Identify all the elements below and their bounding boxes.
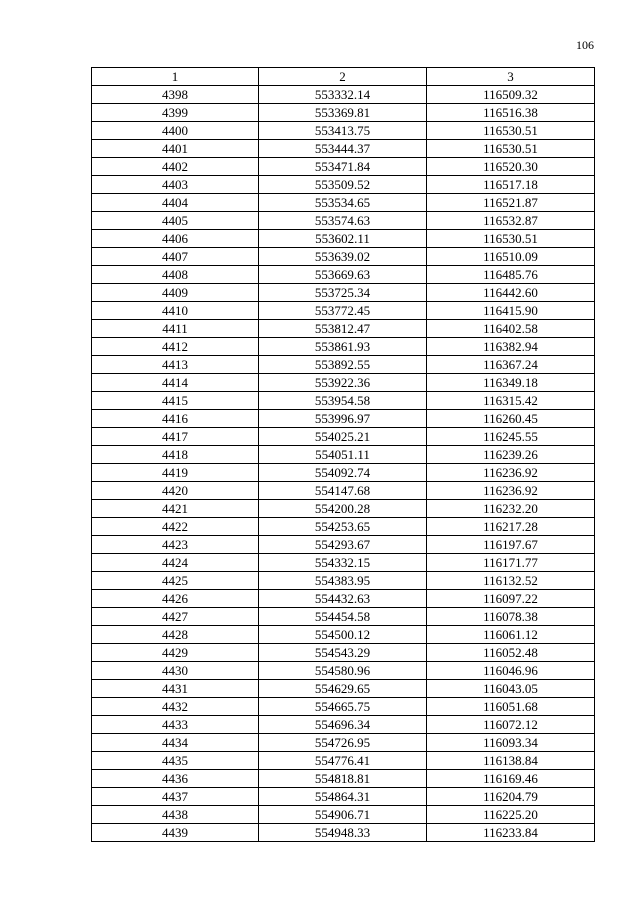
x-coordinate-cell: 553534.65 bbox=[259, 194, 427, 212]
point-number-cell: 4399 bbox=[92, 104, 259, 122]
point-number-cell: 4426 bbox=[92, 590, 259, 608]
x-coordinate-cell: 553892.55 bbox=[259, 356, 427, 374]
x-coordinate-cell: 554665.75 bbox=[259, 698, 427, 716]
y-coordinate-cell: 116097.22 bbox=[427, 590, 595, 608]
x-coordinate-cell: 553413.75 bbox=[259, 122, 427, 140]
y-coordinate-cell: 116061.12 bbox=[427, 626, 595, 644]
table-row bbox=[92, 356, 595, 374]
table-row bbox=[92, 104, 595, 122]
x-coordinate-cell: 554293.67 bbox=[259, 536, 427, 554]
point-number-cell: 4429 bbox=[92, 644, 259, 662]
table-row bbox=[92, 734, 595, 752]
point-number-cell: 4421 bbox=[92, 500, 259, 518]
table-row bbox=[92, 446, 595, 464]
table-row bbox=[92, 608, 595, 626]
x-coordinate-cell: 553509.52 bbox=[259, 176, 427, 194]
y-coordinate-cell: 116517.18 bbox=[427, 176, 595, 194]
y-coordinate-cell: 116349.18 bbox=[427, 374, 595, 392]
x-coordinate-cell: 553602.11 bbox=[259, 230, 427, 248]
point-number-cell: 4416 bbox=[92, 410, 259, 428]
table-row bbox=[92, 482, 595, 500]
point-number-cell: 4419 bbox=[92, 464, 259, 482]
table-row bbox=[92, 554, 595, 572]
point-number-cell: 4410 bbox=[92, 302, 259, 320]
table-row bbox=[92, 428, 595, 446]
point-number-cell: 4405 bbox=[92, 212, 259, 230]
point-number-cell: 4412 bbox=[92, 338, 259, 356]
y-coordinate-cell: 116239.26 bbox=[427, 446, 595, 464]
point-number-cell: 4433 bbox=[92, 716, 259, 734]
table-row bbox=[92, 86, 595, 104]
x-coordinate-cell: 554200.28 bbox=[259, 500, 427, 518]
table-row bbox=[92, 374, 595, 392]
y-coordinate-cell: 116078.38 bbox=[427, 608, 595, 626]
table-row bbox=[92, 752, 595, 770]
point-number-cell: 4424 bbox=[92, 554, 259, 572]
x-coordinate-cell: 554025.21 bbox=[259, 428, 427, 446]
y-coordinate-cell: 116509.32 bbox=[427, 86, 595, 104]
x-coordinate-cell: 554948.33 bbox=[259, 824, 427, 842]
point-number-cell: 4408 bbox=[92, 266, 259, 284]
point-number-cell: 4423 bbox=[92, 536, 259, 554]
x-coordinate-cell: 554543.29 bbox=[259, 644, 427, 662]
table-row bbox=[92, 536, 595, 554]
y-coordinate-cell: 116442.60 bbox=[427, 284, 595, 302]
y-coordinate-cell: 116516.38 bbox=[427, 104, 595, 122]
table-row bbox=[92, 590, 595, 608]
point-number-cell: 4400 bbox=[92, 122, 259, 140]
y-coordinate-cell: 116225.20 bbox=[427, 806, 595, 824]
column-header-2: 2 bbox=[259, 68, 427, 86]
point-number-cell: 4407 bbox=[92, 248, 259, 266]
point-number-cell: 4437 bbox=[92, 788, 259, 806]
x-coordinate-cell: 554864.31 bbox=[259, 788, 427, 806]
table-row bbox=[92, 140, 595, 158]
coordinates-table bbox=[91, 67, 595, 842]
table-row bbox=[92, 176, 595, 194]
table-row bbox=[92, 662, 595, 680]
y-coordinate-cell: 116046.96 bbox=[427, 662, 595, 680]
y-coordinate-cell: 116169.46 bbox=[427, 770, 595, 788]
point-number-cell: 4439 bbox=[92, 824, 259, 842]
x-coordinate-cell: 554383.95 bbox=[259, 572, 427, 590]
table-row bbox=[92, 302, 595, 320]
table-row bbox=[92, 644, 595, 662]
table-header-row bbox=[92, 68, 595, 86]
y-coordinate-cell: 116217.28 bbox=[427, 518, 595, 536]
table-row bbox=[92, 824, 595, 842]
point-number-cell: 4417 bbox=[92, 428, 259, 446]
y-coordinate-cell: 116132.52 bbox=[427, 572, 595, 590]
x-coordinate-cell: 554696.34 bbox=[259, 716, 427, 734]
point-number-cell: 4403 bbox=[92, 176, 259, 194]
y-coordinate-cell: 116402.58 bbox=[427, 320, 595, 338]
point-number-cell: 4430 bbox=[92, 662, 259, 680]
y-coordinate-cell: 116520.30 bbox=[427, 158, 595, 176]
point-number-cell: 4435 bbox=[92, 752, 259, 770]
x-coordinate-cell: 554629.65 bbox=[259, 680, 427, 698]
y-coordinate-cell: 116485.76 bbox=[427, 266, 595, 284]
x-coordinate-cell: 553471.84 bbox=[259, 158, 427, 176]
y-coordinate-cell: 116204.79 bbox=[427, 788, 595, 806]
table-row bbox=[92, 518, 595, 536]
y-coordinate-cell: 116315.42 bbox=[427, 392, 595, 410]
x-coordinate-cell: 553725.34 bbox=[259, 284, 427, 302]
point-number-cell: 4411 bbox=[92, 320, 259, 338]
y-coordinate-cell: 116510.09 bbox=[427, 248, 595, 266]
table-row bbox=[92, 338, 595, 356]
point-number-cell: 4422 bbox=[92, 518, 259, 536]
table-row bbox=[92, 806, 595, 824]
table-row bbox=[92, 410, 595, 428]
x-coordinate-cell: 554253.65 bbox=[259, 518, 427, 536]
y-coordinate-cell: 116233.84 bbox=[427, 824, 595, 842]
point-number-cell: 4413 bbox=[92, 356, 259, 374]
y-coordinate-cell: 116260.45 bbox=[427, 410, 595, 428]
y-coordinate-cell: 116072.12 bbox=[427, 716, 595, 734]
table-row bbox=[92, 716, 595, 734]
x-coordinate-cell: 553669.63 bbox=[259, 266, 427, 284]
table-row bbox=[92, 266, 595, 284]
y-coordinate-cell: 116138.84 bbox=[427, 752, 595, 770]
x-coordinate-cell: 553812.47 bbox=[259, 320, 427, 338]
x-coordinate-cell: 553444.37 bbox=[259, 140, 427, 158]
x-coordinate-cell: 553369.81 bbox=[259, 104, 427, 122]
point-number-cell: 4425 bbox=[92, 572, 259, 590]
x-coordinate-cell: 553332.14 bbox=[259, 86, 427, 104]
point-number-cell: 4418 bbox=[92, 446, 259, 464]
table-row bbox=[92, 158, 595, 176]
y-coordinate-cell: 116043.05 bbox=[427, 680, 595, 698]
point-number-cell: 4404 bbox=[92, 194, 259, 212]
table-row bbox=[92, 122, 595, 140]
y-coordinate-cell: 116051.68 bbox=[427, 698, 595, 716]
y-coordinate-cell: 116415.90 bbox=[427, 302, 595, 320]
y-coordinate-cell: 116236.92 bbox=[427, 464, 595, 482]
point-number-cell: 4434 bbox=[92, 734, 259, 752]
table-row bbox=[92, 698, 595, 716]
x-coordinate-cell: 553954.58 bbox=[259, 392, 427, 410]
point-number-cell: 4420 bbox=[92, 482, 259, 500]
y-coordinate-cell: 116532.87 bbox=[427, 212, 595, 230]
point-number-cell: 4401 bbox=[92, 140, 259, 158]
point-number-cell: 4436 bbox=[92, 770, 259, 788]
y-coordinate-cell: 116171.77 bbox=[427, 554, 595, 572]
x-coordinate-cell: 553574.63 bbox=[259, 212, 427, 230]
table-row bbox=[92, 230, 595, 248]
x-coordinate-cell: 553772.45 bbox=[259, 302, 427, 320]
point-number-cell: 4432 bbox=[92, 698, 259, 716]
y-coordinate-cell: 116530.51 bbox=[427, 140, 595, 158]
x-coordinate-cell: 554906.71 bbox=[259, 806, 427, 824]
x-coordinate-cell: 554818.81 bbox=[259, 770, 427, 788]
x-coordinate-cell: 554776.41 bbox=[259, 752, 427, 770]
table-row bbox=[92, 284, 595, 302]
y-coordinate-cell: 116052.48 bbox=[427, 644, 595, 662]
table-row bbox=[92, 320, 595, 338]
x-coordinate-cell: 554726.95 bbox=[259, 734, 427, 752]
x-coordinate-cell: 553639.02 bbox=[259, 248, 427, 266]
table-body bbox=[92, 86, 595, 842]
y-coordinate-cell: 116093.34 bbox=[427, 734, 595, 752]
y-coordinate-cell: 116521.87 bbox=[427, 194, 595, 212]
point-number-cell: 4438 bbox=[92, 806, 259, 824]
table-row bbox=[92, 500, 595, 518]
y-coordinate-cell: 116197.67 bbox=[427, 536, 595, 554]
point-number-cell: 4415 bbox=[92, 392, 259, 410]
table-row bbox=[92, 194, 595, 212]
y-coordinate-cell: 116232.20 bbox=[427, 500, 595, 518]
point-number-cell: 4414 bbox=[92, 374, 259, 392]
column-header-1: 1 bbox=[92, 68, 259, 86]
x-coordinate-cell: 553922.36 bbox=[259, 374, 427, 392]
table-row bbox=[92, 626, 595, 644]
page-number: 106 bbox=[576, 38, 594, 52]
x-coordinate-cell: 554332.15 bbox=[259, 554, 427, 572]
x-coordinate-cell: 554432.63 bbox=[259, 590, 427, 608]
y-coordinate-cell: 116382.94 bbox=[427, 338, 595, 356]
column-header-3: 3 bbox=[427, 68, 595, 86]
point-number-cell: 4427 bbox=[92, 608, 259, 626]
point-number-cell: 4409 bbox=[92, 284, 259, 302]
table-row bbox=[92, 770, 595, 788]
x-coordinate-cell: 554454.58 bbox=[259, 608, 427, 626]
table-row bbox=[92, 572, 595, 590]
x-coordinate-cell: 553861.93 bbox=[259, 338, 427, 356]
y-coordinate-cell: 116245.55 bbox=[427, 428, 595, 446]
point-number-cell: 4406 bbox=[92, 230, 259, 248]
table-row bbox=[92, 680, 595, 698]
point-number-cell: 4402 bbox=[92, 158, 259, 176]
y-coordinate-cell: 116367.24 bbox=[427, 356, 595, 374]
point-number-cell: 4431 bbox=[92, 680, 259, 698]
point-number-cell: 4398 bbox=[92, 86, 259, 104]
table-row bbox=[92, 212, 595, 230]
y-coordinate-cell: 116530.51 bbox=[427, 230, 595, 248]
y-coordinate-cell: 116530.51 bbox=[427, 122, 595, 140]
x-coordinate-cell: 554580.96 bbox=[259, 662, 427, 680]
x-coordinate-cell: 554147.68 bbox=[259, 482, 427, 500]
x-coordinate-cell: 554500.12 bbox=[259, 626, 427, 644]
x-coordinate-cell: 554092.74 bbox=[259, 464, 427, 482]
table-row bbox=[92, 392, 595, 410]
point-number-cell: 4428 bbox=[92, 626, 259, 644]
x-coordinate-cell: 554051.11 bbox=[259, 446, 427, 464]
y-coordinate-cell: 116236.92 bbox=[427, 482, 595, 500]
table-row bbox=[92, 464, 595, 482]
x-coordinate-cell: 553996.97 bbox=[259, 410, 427, 428]
table-row bbox=[92, 248, 595, 266]
table-row bbox=[92, 788, 595, 806]
